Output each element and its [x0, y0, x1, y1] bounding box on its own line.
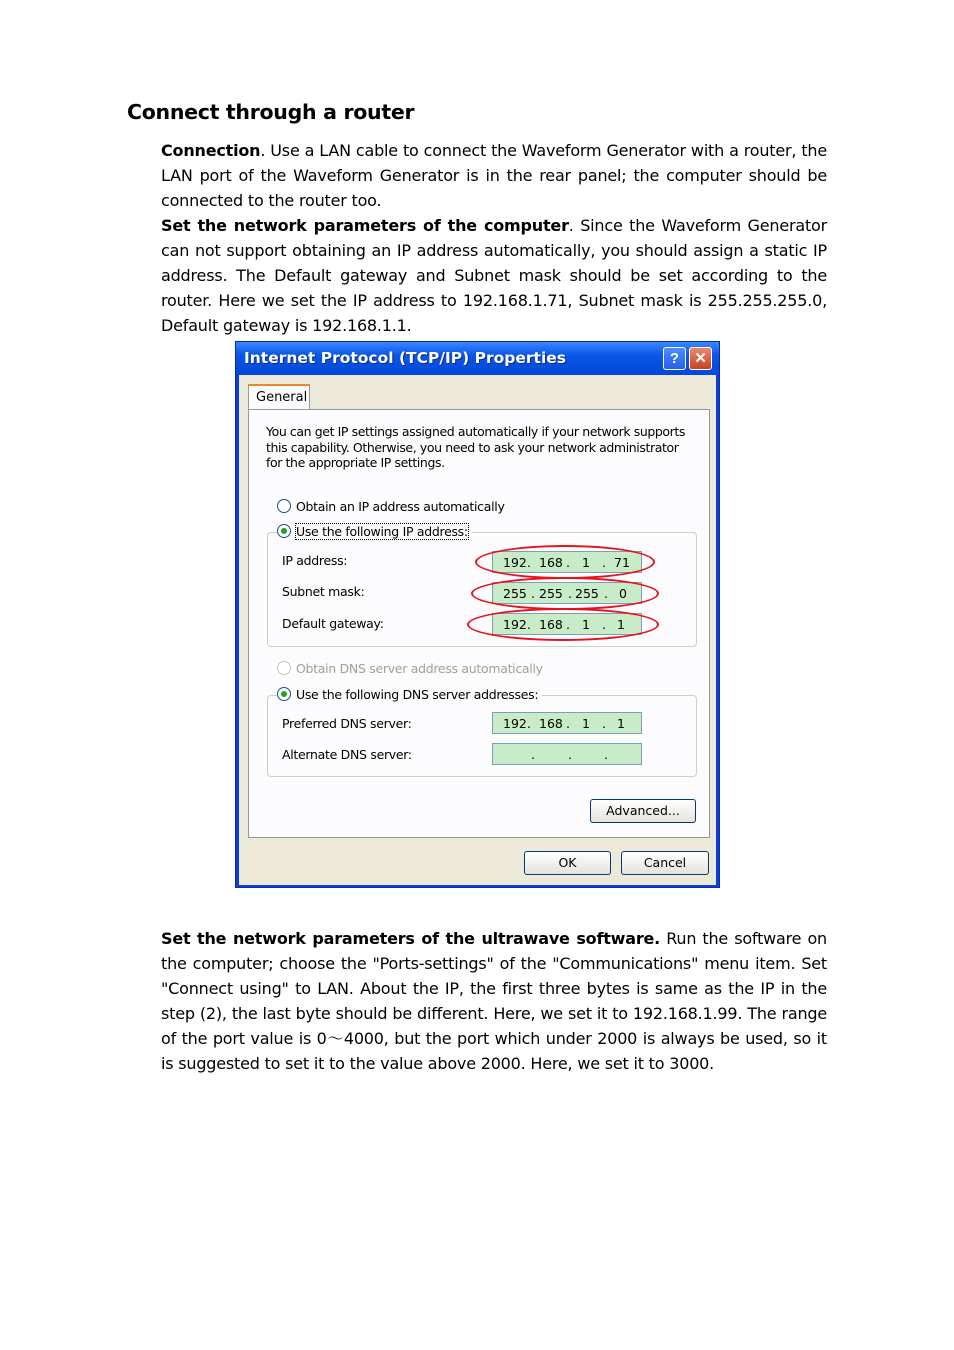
dns-octet-3: 1: [582, 716, 590, 731]
ip-dot: .: [566, 716, 570, 731]
ip-highlight-ellipse: [475, 545, 655, 579]
ip-dot: .: [527, 555, 531, 570]
obtain-dns-option[interactable]: [277, 661, 543, 676]
advanced-button[interactable]: Advanced...: [590, 799, 696, 823]
subnet-mask-label: Subnet mask:: [282, 584, 365, 599]
ip-dot: .: [566, 555, 570, 570]
ip-dot: .: [531, 586, 535, 601]
dialog-client-area: [239, 375, 716, 885]
dialog-titlebar: [236, 342, 719, 375]
ip-octet-3: 1: [582, 555, 590, 570]
subnet-octet-1: 255: [503, 586, 527, 601]
gateway-octet-4: 1: [617, 617, 625, 632]
gateway-octet-3: 1: [582, 617, 590, 632]
ip-dot: .: [602, 716, 606, 731]
gateway-octet-2: 168: [539, 617, 563, 632]
obtain-ip-option[interactable]: [277, 499, 505, 514]
subnet-octet-4: 0: [619, 586, 627, 601]
ip-dot: .: [604, 747, 608, 762]
use-ip-label: Use the following IP address:: [296, 524, 468, 539]
network-params-text: . Since the Waveform Generator can not support obtaining an IP address automatically, you should assign a static IP address. The Default gateway and Subnet mask should be set according to the router. Here we set the IP address to 192.168.1.71, Subnet mask is 255.255.255.0, Default gateway is 192.168.1.1.: [161, 216, 827, 335]
ip-dot: .: [604, 586, 608, 601]
dns-octet-2: 168: [539, 716, 563, 731]
ultrawave-params-paragraph: [161, 926, 827, 1076]
tab-general[interactable]: General: [248, 384, 310, 410]
network-params-term: Set the network parameters of the computer: [161, 216, 569, 235]
preferred-dns-label: Preferred DNS server:: [282, 716, 412, 731]
ip-octet-2: 168: [539, 555, 563, 570]
ip-dot: .: [527, 716, 531, 731]
ultrawave-params-text: Run the software on the computer; choose the "Ports-settings" of the "Communications" menu item. Set "Connect using" to LAN. About the IP, the first three bytes is same as the IP in the step (2), the last byte should be different. Here, we set it to 192.168.1.99. The range of the port value is 0～4000, but the port which under 2000 is always be used, so it is suggested to set it to the value above 2000. Here, we set it to 3000.: [161, 929, 827, 1073]
obtain-dns-label: Obtain DNS server address automatically: [296, 661, 543, 676]
ip-dot: .: [602, 555, 606, 570]
obtain-dns-radio[interactable]: [277, 661, 291, 675]
intro-text: You can get IP settings assigned automatically if your network supports this capability. Otherwise, you need to ask your network administrator for the appropriate IP settings.: [266, 424, 686, 470]
alternate-dns-label: Alternate DNS server:: [282, 747, 412, 762]
gateway-octet-1: 192: [503, 617, 527, 632]
ok-button[interactable]: OK: [524, 851, 611, 875]
ip-octet-1: 192: [503, 555, 527, 570]
close-button[interactable]: ✕: [689, 347, 712, 370]
ip-address-label: IP address:: [282, 553, 348, 568]
dns-octet-4: 1: [617, 716, 625, 731]
general-tab-panel: [248, 409, 710, 838]
obtain-ip-label: Obtain an IP address automatically: [296, 499, 505, 514]
dns-octet-1: 192: [503, 716, 527, 731]
use-dns-radio[interactable]: [277, 687, 291, 701]
connection-paragraph: [161, 138, 827, 213]
use-ip-radio[interactable]: [277, 524, 291, 538]
ip-dot: .: [531, 747, 535, 762]
ip-dot: .: [566, 617, 570, 632]
ultrawave-params-term: Set the network parameters of the ultrawave software.: [161, 929, 661, 948]
connection-text: . Use a LAN cable to connect the Waveform Generator with a router, the LAN port of the Waveform Generator is in the rear panel; the computer should be connected to the router too.: [161, 141, 827, 210]
default-gateway-label: Default gateway:: [282, 616, 384, 631]
tcpip-properties-dialog: [235, 341, 720, 888]
section-heading: Connect through a router: [127, 100, 415, 124]
subnet-highlight-ellipse: [471, 577, 659, 610]
ip-dot: .: [568, 747, 572, 762]
subnet-octet-2: 255: [539, 586, 563, 601]
ip-dot: .: [568, 586, 572, 601]
obtain-ip-radio[interactable]: [277, 499, 291, 513]
use-ip-option[interactable]: [277, 524, 472, 539]
ip-dot: .: [602, 617, 606, 632]
subnet-octet-3: 255: [575, 586, 599, 601]
cancel-button[interactable]: Cancel: [621, 851, 709, 875]
help-button[interactable]: ?: [663, 347, 686, 370]
alternate-dns-field[interactable]: [492, 743, 642, 765]
gateway-highlight-ellipse: [467, 608, 659, 641]
ip-octet-4: 71: [614, 555, 630, 570]
use-dns-label: Use the following DNS server addresses:: [296, 687, 539, 702]
network-params-paragraph: [161, 213, 827, 338]
dialog-title: Internet Protocol (TCP/IP) Properties: [244, 349, 567, 367]
ip-dot: .: [527, 617, 531, 632]
use-dns-option[interactable]: [277, 687, 542, 702]
preferred-dns-field[interactable]: [492, 712, 642, 734]
connection-term: Connection: [161, 141, 261, 160]
